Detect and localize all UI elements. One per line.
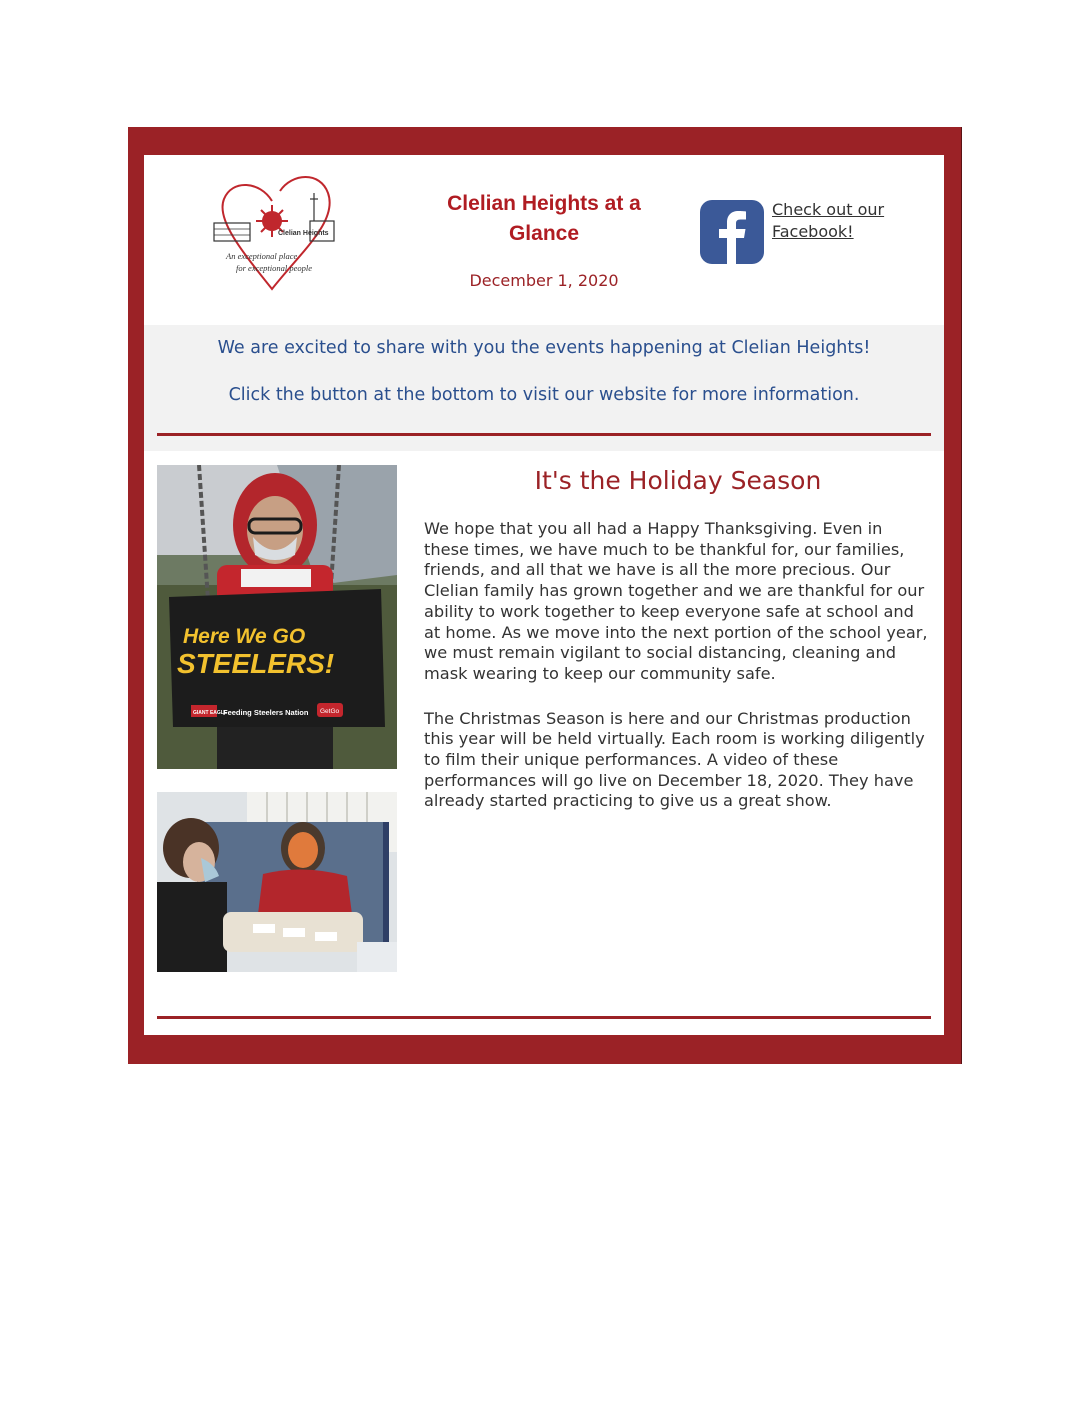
holiday-article [424,463,932,812]
svg-text:Clelian Heights: Clelian Heights [278,230,329,237]
article-paragraph-2: The Christmas Season is here and our Christmas production this year will be held virtually. Each room is working diligently to film their unique performances. A video of these performances will go live on December 18, 2020. They have already started practicing to give us a great show. [424,708,925,811]
article-heading: It's the Holiday Season [534,466,822,495]
newsletter-frame [128,127,962,1064]
intro-banner [144,325,944,451]
intro-line-1: We are excited to share with you the events happening at Clelian Heights! [217,338,871,358]
bottom-divider [157,1016,931,1019]
intro-line-2: Click the button at the bottom to visit our website for more information. [228,385,860,405]
newsletter-card [144,155,944,1035]
newsletter-title: Clelian Heights at a Glance [447,192,641,245]
facebook-icon[interactable] [700,200,764,264]
facebook-link[interactable]: Check out our Facebook! [772,200,885,241]
newsletter-date: December 1, 2020 [469,271,619,290]
classroom-photo [157,792,397,972]
svg-text:An exceptional place: An exceptional place [226,251,298,261]
svg-text:Feeding Steelers Nation: Feeding Steelers Nation [223,708,309,717]
svg-text:GIANT EAGLE: GIANT EAGLE [193,710,228,716]
svg-text:STEELERS!: STEELERS! [177,648,335,679]
clelian-heights-logo [210,171,340,293]
svg-text:GetGo: GetGo [320,708,340,715]
svg-text:for exceptional people: for exceptional people [236,263,313,273]
divider [157,433,931,436]
svg-text:Here We GO: Here We GO [183,625,306,648]
student-steelers-sign-photo [157,465,397,769]
newsletter-header [144,155,944,325]
article-paragraph-1: We hope that you all had a Happy Thanksgiving. Even in these times, we have much to be thankful for, our families, friends, and all that we have is all the more precious. Our Clelian family has grown together and we are thankful for our ability to work together to keep everyone safe at school and at home. As we move into the next portion of the school year, we must remain vigilant to social distancing, cleaning and mask wearing to keep our community safe. [424,519,928,683]
